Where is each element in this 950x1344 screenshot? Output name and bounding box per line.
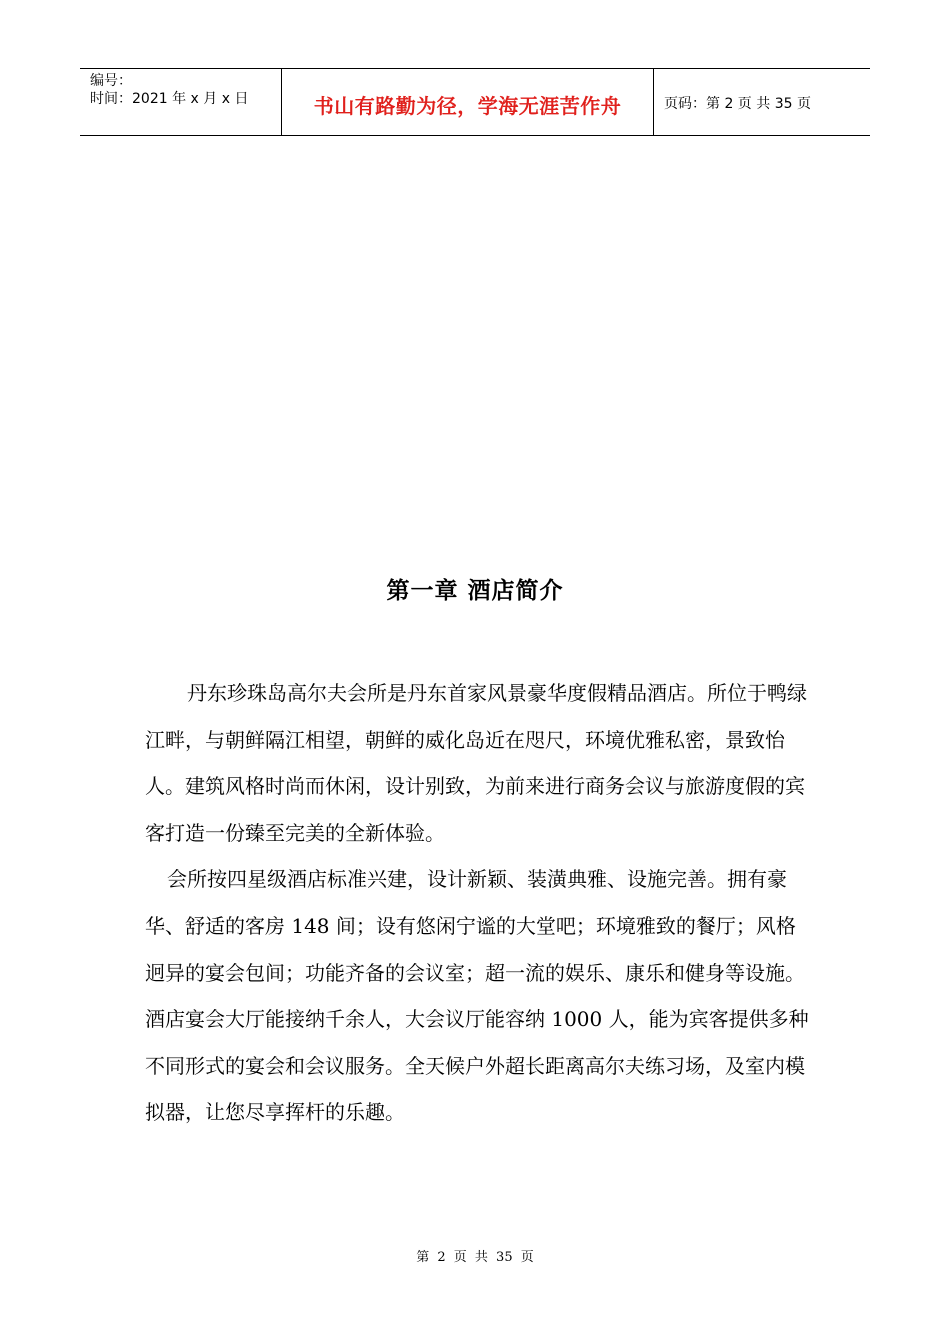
body-text: [145, 670, 815, 1136]
page-footer: 第 2 页 共 35 页: [416, 1250, 534, 1265]
page-header: [80, 68, 870, 136]
header-page-cell: [654, 69, 870, 135]
paragraph-facilities: 会所按四星级酒店标准兴建，设计新颖、装潢典雅、设施完善。拥有豪华、舒适的客房 148 间；设有悠闲宁谧的大堂吧；环境雅致的餐厅；风格迥异的宴会包间；功能齐备的会议室；超一流的娱乐、康乐和健身等设施。酒店宴会大厅能接纳千余人，大会议厅能容纳 1000 人，能为宾客提供多种不同形式的宴会和会议服务。全天候户外超长距离高尔夫练习场，及室内模拟器，让您尽享挥杆的乐趣。: [145, 867, 809, 1125]
motto-text: 书山有路勤为径，学海无涯苦作舟: [313, 93, 622, 118]
header-motto-cell: [282, 69, 654, 135]
header-meta-cell: [80, 69, 282, 135]
page-info: 页码：第 2 页 共 35 页: [664, 96, 811, 112]
date-line: 时间：2021 年 x 月 x 日: [90, 91, 249, 107]
paragraph-intro: 丹东珍珠岛高尔夫会所是丹东首家风景豪华度假精品酒店。所位于鸭绿江畔，与朝鲜隔江相望，朝鲜的威化岛近在咫尺，环境优雅私密，景致怡人。建筑风格时尚而休闲，设计别致，为前来进行商务会议与旅游度假的宾客打造一份臻至完美的全新体验。: [145, 681, 807, 845]
serial-label: 编号：: [90, 73, 132, 89]
chapter-title: 第一章 酒店简介: [386, 577, 564, 604]
